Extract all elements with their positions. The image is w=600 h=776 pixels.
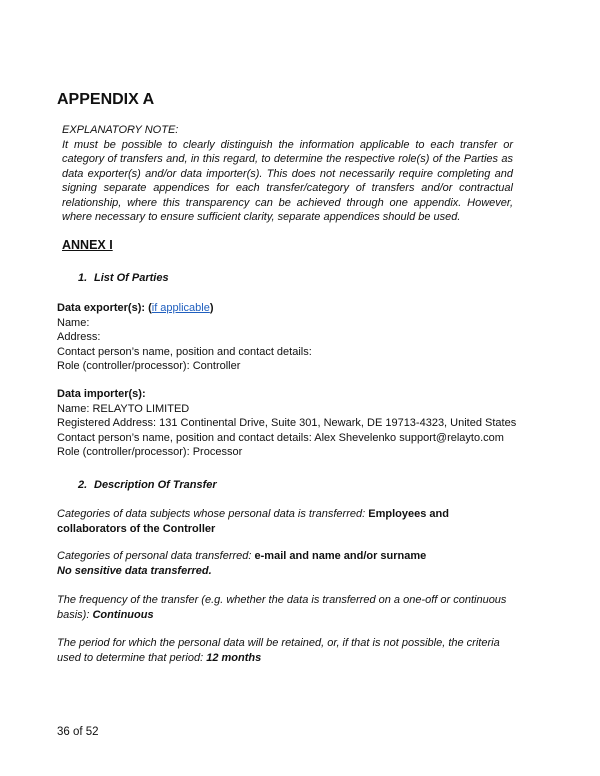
note-body: It must be possible to clearly distinguish the information applicable to each transfer or category of transfers and, in this regard, to determine the respective role(s) of the Parties as data exporter(s) and/or data importer(s). This does not necessarily require completing and signing separate appendices for each transfer/category of transfers and/or contractual relationship, where this transparency can be achieved through one appendix. However, where necessary to ensure sufficient clarity, separate appendices should be used. xyxy=(62,138,513,223)
exporter-heading-end: ) xyxy=(209,302,214,314)
section-number: 2. xyxy=(78,479,88,491)
section-title: Description Of Transfer xyxy=(94,479,217,491)
subjects-value: Employees and collaborators of the Controller xyxy=(57,508,449,535)
annex-title: ANNEX I xyxy=(62,238,113,252)
importer-heading: Data importer(s): xyxy=(57,388,146,400)
exporter-contact: Contact person’s name, position and contact details: xyxy=(57,345,312,358)
page-number: 36 of 52 xyxy=(57,726,99,738)
categories-value: e-mail and name and/or surname xyxy=(254,550,427,562)
data-subjects xyxy=(57,507,517,536)
period-label: The period for which the personal data will be retained, or, if that is not possible, the criteria used to determine that period: xyxy=(57,637,500,664)
appendix-title: APPENDIX A xyxy=(57,91,155,108)
frequency-value: Continuous xyxy=(92,608,154,621)
data-importer-block xyxy=(57,387,537,460)
frequency-label: The frequency of the transfer (e.g. whether the data is transferred on a one-off or continuous basis): xyxy=(57,594,507,621)
section-title: List Of Parties xyxy=(94,272,169,284)
period-value: 12 months xyxy=(206,651,262,664)
importer-address: Registered Address: 131 Continental Drive, Suite 301, Newark, DE 19713-4323, United States xyxy=(57,417,517,429)
section-number: 1. xyxy=(78,272,88,284)
note-heading: EXPLANATORY NOTE: xyxy=(62,124,179,136)
data-exporter-block xyxy=(57,301,517,374)
section-heading-list-of-parties xyxy=(78,272,169,284)
importer-role: Role (controller/processor): Processor xyxy=(57,446,243,458)
if-applicable-link[interactable]: if applicable xyxy=(151,302,210,314)
exporter-name: Name: xyxy=(57,316,90,329)
retention-period xyxy=(57,636,517,665)
explanatory-note xyxy=(62,123,513,225)
exporter-heading-text: Data exporter(s): ( xyxy=(57,302,152,314)
subjects-label: Categories of data subjects whose personal data is transferred: xyxy=(57,508,369,520)
sensitive-note: No sensitive data transferred. xyxy=(57,564,212,577)
transfer-frequency xyxy=(57,593,517,622)
exporter-role: Role (controller/processor): Controller xyxy=(57,360,241,372)
categories-label: Categories of personal data transferred: xyxy=(57,550,255,562)
section-heading-description xyxy=(78,479,217,491)
importer-contact: Contact person’s name, position and contact details: Alex Shevelenko support@relayto.com xyxy=(57,431,504,444)
exporter-address: Address: xyxy=(57,331,101,343)
exporter-heading xyxy=(57,301,517,316)
importer-name: Name: RELAYTO LIMITED xyxy=(57,402,190,415)
data-categories xyxy=(57,549,517,578)
